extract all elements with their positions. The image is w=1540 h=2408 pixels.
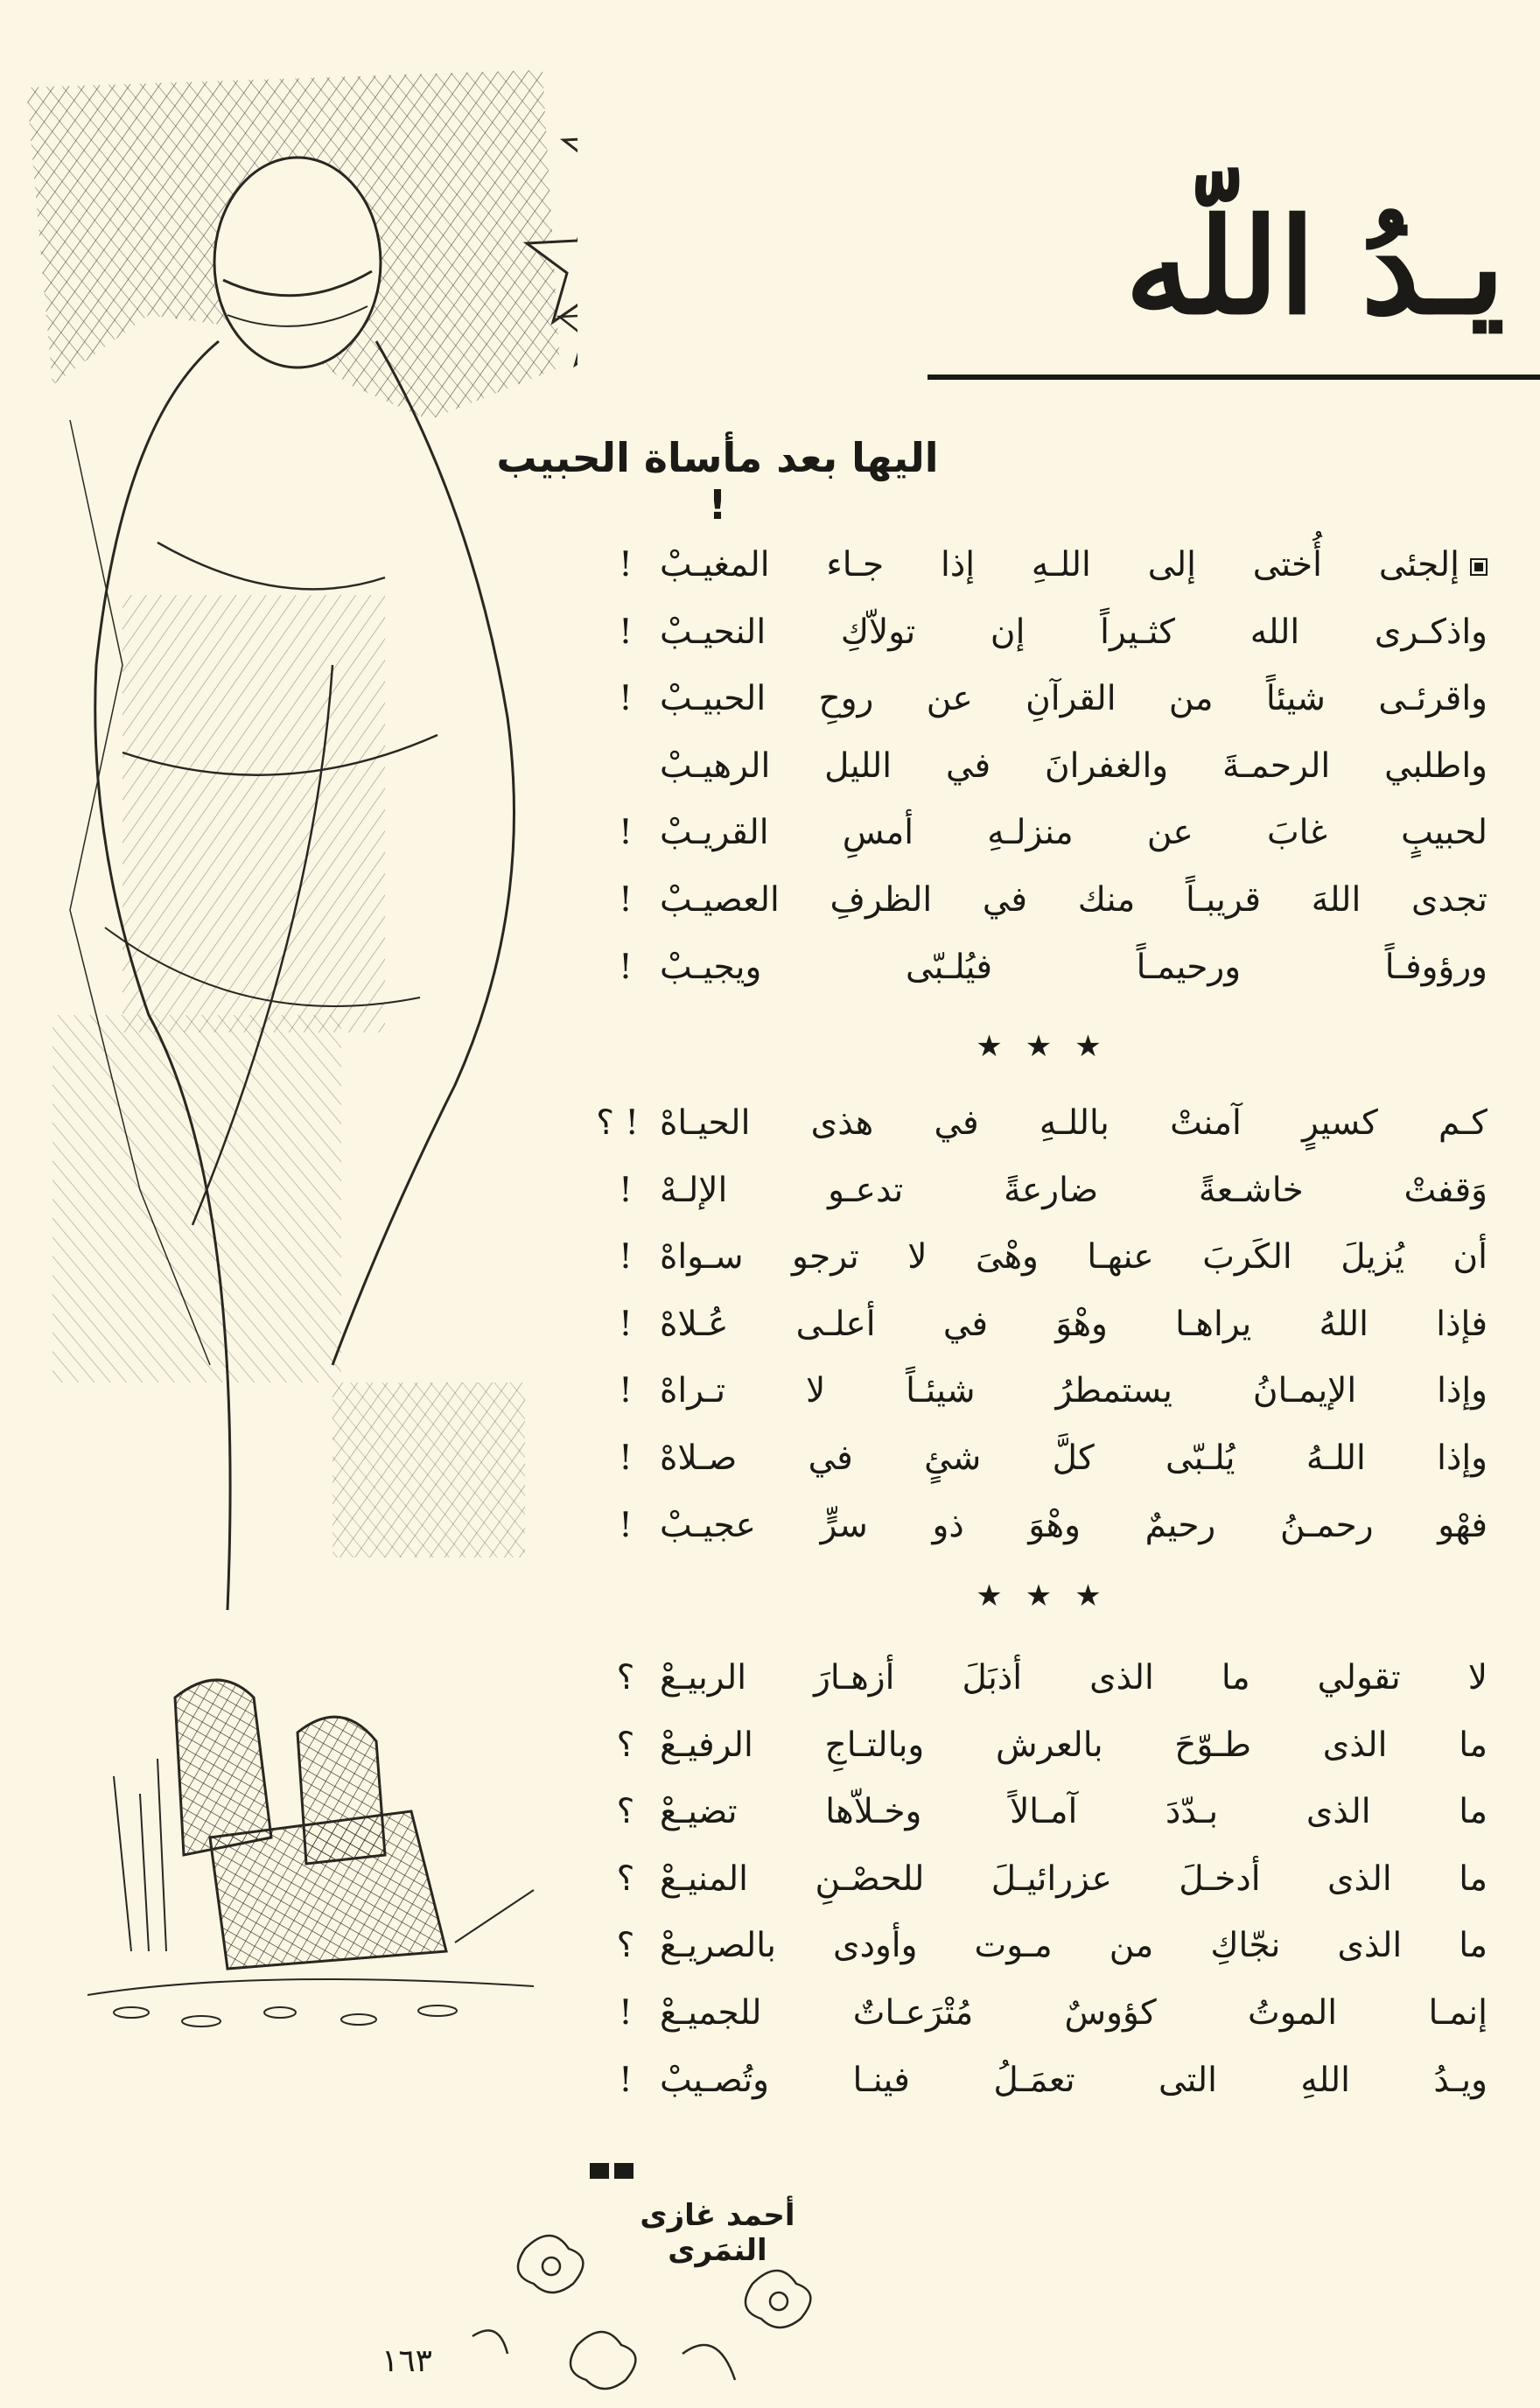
- verse-end-mark: ؟: [616, 1658, 635, 1698]
- verse-text: وإذا الإيمـانُ يستمطرُ شيئـاً لا تـراهْ: [660, 1371, 1488, 1411]
- verse-line: [612, 800, 1488, 867]
- verse-line: [612, 1158, 1488, 1225]
- verse-text: إنمـا الموتُ كؤوسٌ مُتْرَعـاتٌ للجميـعْ: [660, 1992, 1488, 2033]
- title-underline: [928, 374, 1540, 380]
- stanza-2: [596, 1090, 1488, 1559]
- verse-text: كـم كسيرٍ آمنتْ باللـهِ في هذى الحيـاهْ: [660, 1103, 1488, 1143]
- veiled-woman-illustration: [18, 52, 578, 1645]
- page-number: ١٦٣: [381, 2343, 432, 2379]
- verse-end-mark: ! ؟: [596, 1103, 639, 1143]
- verse-end-mark: !: [619, 879, 633, 920]
- verse-line: [612, 1358, 1488, 1425]
- verse-line: [612, 1779, 1488, 1846]
- verse-end-mark: ؟: [616, 1792, 635, 1832]
- verse-line: [612, 666, 1488, 733]
- verse-text: وإذا اللـهُ يُلـبّى كلَّ شئٍ في صـلاهْ: [660, 1438, 1488, 1478]
- verse-text: ما الذى أدخـلَ عزرائيـلَ للحصْـنِ المنيـعْ: [660, 1858, 1488, 1899]
- verse-text: واطلبي الرحمـةَ والغفرانَ في الليل الرهيـبْ: [660, 746, 1488, 786]
- verse-line: [612, 599, 1488, 667]
- verse-text: ما الذى طـوّحَ بالعرش وبالتـاجِ الرفيـعْ: [660, 1725, 1488, 1765]
- stanza-1: [612, 532, 1488, 1001]
- verse-text: واذكـرى الله كثـيراً إن تولاّكِ النحيـبْ: [660, 612, 1488, 652]
- verse-line: [612, 867, 1488, 934]
- author-marker-squares: [586, 2161, 639, 2180]
- verse-text: ويـدُ اللهِ التى تعمَـلُ فينـا وتُصـيبْ: [660, 2060, 1488, 2100]
- verse-end-mark: !: [619, 1304, 633, 1344]
- verse-line: [612, 1425, 1488, 1493]
- verse-text: وَقفتْ خاشـعةً ضارعةً تدعـو الإلـهْ: [660, 1170, 1488, 1210]
- author-name: أحمد غازى النمَرى: [640, 2198, 795, 2268]
- stanza-3: [612, 1645, 1488, 2114]
- verse-line: [612, 1292, 1488, 1359]
- article-title: يـدُ اللّه: [1124, 190, 1505, 344]
- verse-end-mark: !: [619, 679, 633, 719]
- verse-end-mark: !: [619, 1371, 633, 1411]
- verse-line: [612, 1645, 1488, 1712]
- verse-line: [612, 1913, 1488, 1980]
- verse-text: تجدى اللهَ قريبـاً منك في الظرفِ العصيـبْ: [660, 879, 1488, 920]
- verse-text: فإذا اللهُ يراهـا وهْوَ في أعلـى عُـلاهْ: [660, 1304, 1488, 1344]
- verse-end-mark: !: [619, 1505, 633, 1545]
- verse-text: لحبيبٍ غابَ عن منزلـهِ أمسِ القريـبْ: [660, 813, 1488, 853]
- tombstones-illustration: [79, 1662, 586, 2048]
- verse-text: ورؤوفـاً ورحيمـاً فيُلـبّى ويجيـبْ: [660, 947, 1488, 987]
- verse-line: [612, 1980, 1488, 2048]
- verse-line: [612, 1493, 1488, 1560]
- verse-text: إلجئى أُختى إلى اللـهِ إذا جـاء المغيـبْ: [660, 545, 1460, 584]
- verse-line: [612, 1846, 1488, 1914]
- verse-line: [612, 733, 1488, 801]
- verse-text: أن يُزيلَ الكَربَ عنهـا وهْىَ لا ترجو سـواهْ: [660, 1237, 1488, 1278]
- verse-end-mark: !: [619, 545, 633, 584]
- verse-end-mark: !: [619, 1992, 633, 2033]
- verse-line: [612, 532, 1488, 599]
- verse-text: واقرئـى شيئاً من القرآنِ عن روحِ الحبيـبْ: [660, 679, 1488, 719]
- verse-end-mark: !: [619, 947, 633, 987]
- verse-end-mark: !: [619, 612, 633, 652]
- verse-end-mark: !: [619, 1237, 633, 1278]
- verse-line: [612, 934, 1488, 1002]
- stanza-divider-stars: ★★★: [976, 1578, 1124, 1614]
- verse-text: لا تقولي ما الذى أذبَلَ أزهـارَ الربيـعْ: [660, 1658, 1488, 1698]
- verse-line: [612, 1712, 1488, 1780]
- verse-end-mark: ؟: [616, 1858, 635, 1899]
- poem-dedication: اليها بعد مأساة الحبيب !: [496, 434, 939, 528]
- verse-end-mark: !: [619, 813, 633, 853]
- bullet-square: [1470, 558, 1488, 576]
- verse-text: فهْو رحمـنُ رحيمٌ وهْوَ ذو سرٍّ عجيـبْ: [660, 1505, 1488, 1545]
- verse-line: [612, 1224, 1488, 1292]
- verse-line: [612, 2048, 1488, 2115]
- verse-end-mark: ؟: [616, 1725, 635, 1765]
- verse-end-mark: !: [619, 1438, 633, 1478]
- verse-text: ما الذى بـدّدَ آمـالاً وخـلاّها تضيـعْ: [660, 1792, 1488, 1832]
- verse-end-mark: ؟: [616, 1926, 635, 1966]
- verse-line: [596, 1090, 1488, 1158]
- verse-text: ما الذى نجّاكِ من مـوت وأودى بالصريـعْ: [660, 1926, 1488, 1966]
- verse-end-mark: !: [619, 2060, 633, 2100]
- stanza-divider-stars: ★★★: [976, 1029, 1124, 1064]
- verse-end-mark: !: [619, 1170, 633, 1210]
